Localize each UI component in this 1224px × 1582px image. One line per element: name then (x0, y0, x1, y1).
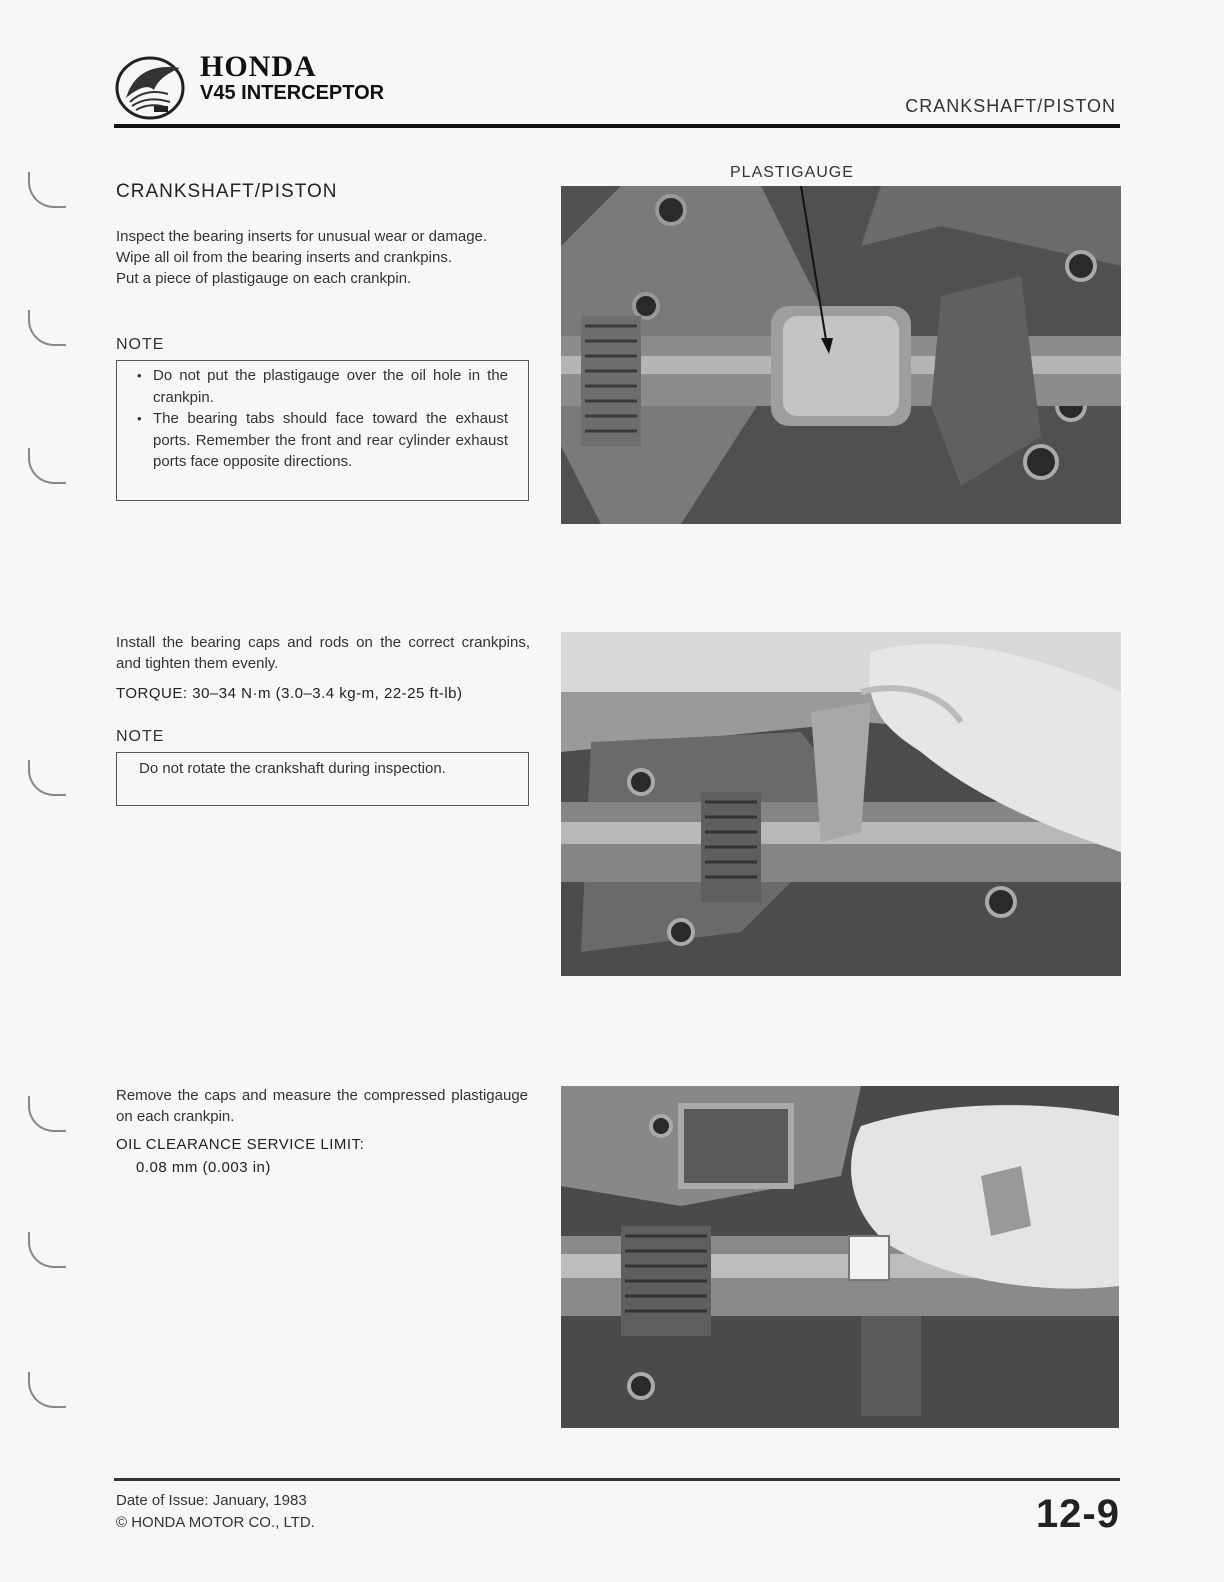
inspect-paragraph: Inspect the bearing inserts for unusual wear or damage. (116, 228, 488, 245)
date-of-issue: Date of Issue: January, 1983 (116, 1492, 307, 1509)
note-label: NOTE (116, 728, 165, 745)
binder-mark (28, 310, 66, 346)
wipe-paragraph: Wipe all oil from the bearing inserts and crankpins. (116, 249, 452, 266)
note-box: Do not rotate the crankshaft during inspection. (116, 752, 529, 806)
measure-plastigauge-photo (561, 1086, 1119, 1428)
page-number: 12-9 (1035, 1492, 1120, 1536)
section1-text (116, 226, 530, 289)
header-rule (114, 124, 1120, 128)
install-paragraph: Install the bearing caps and rods on the correct crankpins, and tighten them evenly. (116, 634, 530, 672)
binder-mark (28, 1232, 66, 1268)
section-heading: CRANKSHAFT/PISTON (116, 181, 338, 202)
copyright: © HONDA MOTOR CO., LTD. (116, 1514, 315, 1531)
note-item: • Do not put the plastigauge over the oil hole in the crankpin. (123, 365, 508, 408)
header-section-title: CRANKSHAFT/PISTON (905, 96, 1116, 116)
model-name: V45 INTERCEPTOR (200, 82, 385, 104)
oil-clearance-value: 0.08 mm (0.003 in) (136, 1159, 271, 1176)
note-label: NOTE (116, 336, 165, 353)
binder-mark (28, 172, 66, 208)
crankshaft-plastigauge-photo (561, 186, 1121, 524)
photo-callout-label: PLASTIGAUGE (730, 164, 854, 181)
oil-clearance-label: OIL CLEARANCE SERVICE LIMIT: (116, 1136, 365, 1153)
note-box (116, 360, 529, 501)
brand-name: HONDA (200, 50, 317, 83)
binder-mark (28, 760, 66, 796)
bearing-caps-install-photo (561, 632, 1121, 976)
binder-mark (28, 448, 66, 484)
torque-spec: TORQUE: 30–34 N·m (3.0–3.4 kg-m, 22-25 ft-lb) (116, 685, 463, 702)
binder-mark (28, 1096, 66, 1132)
honda-wing-logo (114, 50, 192, 122)
note-item: • The bearing tabs should face toward the exhaust ports. Remember the front and rear cylinder exhaust ports face opposite directions. (123, 408, 508, 473)
plastigauge-paragraph: Put a piece of plastigauge on each crankpin. (116, 270, 412, 287)
remove-caps-paragraph: Remove the caps and measure the compressed plastigauge on each crankpin. (116, 1087, 528, 1125)
footer-info (116, 1490, 315, 1534)
footer-rule (114, 1478, 1120, 1481)
binder-mark (28, 1372, 66, 1408)
